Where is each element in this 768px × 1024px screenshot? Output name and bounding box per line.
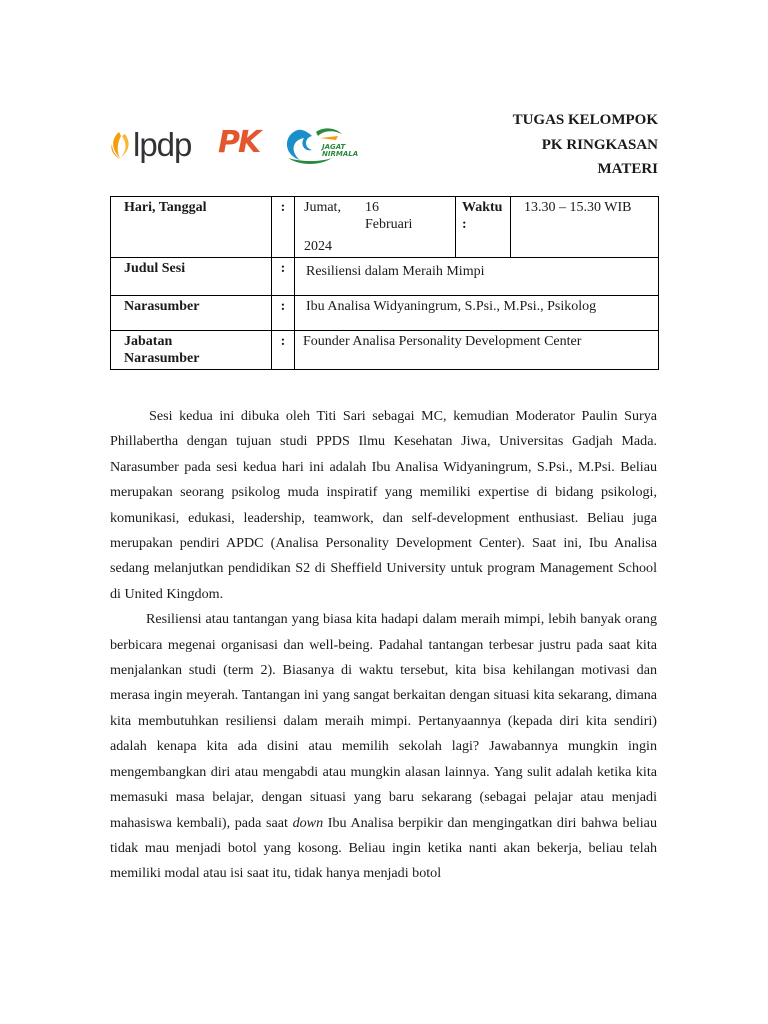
- judul-sesi-label: Judul Sesi: [111, 258, 272, 296]
- waktu-value: 13.30 – 15.30 WIB: [511, 197, 659, 258]
- body-text: [110, 404, 657, 887]
- lpdp-flame-icon: [108, 126, 134, 164]
- row-hari-tanggal: [111, 197, 659, 258]
- date-year: 2024: [304, 239, 332, 254]
- title-line-3: MATERI: [597, 161, 658, 177]
- pk-logo: [218, 124, 268, 166]
- jagat-nirmala-logo: [280, 122, 370, 170]
- jabatan-value: Founder Analisa Personality Development Center: [295, 331, 659, 370]
- colon: :: [272, 258, 295, 296]
- title-line-2: PK RINGKASAN: [541, 136, 658, 153]
- waktu-label: Waktu :: [456, 197, 511, 258]
- colon: :: [272, 296, 295, 331]
- row-narasumber: [111, 296, 659, 331]
- narasumber-label: Narasumber: [111, 296, 272, 331]
- pk-wordmark: PK: [218, 125, 260, 160]
- italic-down: down: [292, 814, 324, 831]
- paragraph-1: Sesi kedua ini dibuka oleh Titi Sari sebagai MC, kemudian Moderator Paulin Surya Phillabertha dengan tujuan studi PPDS Ilmu Kesehatan Jiwa, Universitas Gadjah Mada. Narasumber pada sesi kedua hari ini adalah Ibu Analisa Widyaningrum, S.Psi., M.Psi. Beliau merupakan seorang psikolog muda inspiratif yang memiliki expertise di bidang psikologi, komunikasi, edukasi, leadership, teamwork, dan self-development enthusiast. Beliau juga merupakan pendiri APDC (Analisa Personality Development Center). Saat ini, Ibu Analisa sedang melanjutkan pendidikan S2 di Sheffield University untuk program Management School di United Kingdom.: [110, 408, 657, 602]
- paragraph-2: Resiliensi atau tantangan yang biasa kita hadapi dalam meraih mimpi, lebih banyak orang berbicara megenai organisasi dan well-being. Padahal tantangan terbesar justru pada saat kita menjalankan studi (term 2). Biasanya di waktu tersebut, kita bisa kehilangan motivasi dan merasa ingin meyerah. Tantangan ini yang sangat berkaitan dengan situasi kita sekarang, dimana kita membutuhkan resiliensi dalam meraih mimpi. Pertanyaannya (kepada diri kita sendiri) adalah kenapa kita ada disini atau memilih sekolah lagi? Jawabannya mungkin ingin mengembangkan diri atau mengabdi atau mungkin alasan lainnya. Yang sulit adalah ketika kita memasuki masa belajar, dengan situasi yang baru sekarang (sebagai pelajar atau menjadi mahasiswa kembali), pada saat down Ibu Analisa berpikir dan mengingatkan diri bahwa beliau tidak mau menjadi botol yang kosong. Beliau ingin ketika nanti akan bekerja, beliau telah memiliki modal atau isi saat itu, tidak hanya menjadi botol: [110, 611, 657, 882]
- title-line-1: TUGAS KELOMPOK: [512, 112, 658, 128]
- judul-sesi-value: Resiliensi dalam Meraih Mimpi: [295, 258, 659, 296]
- narasumber-value: Ibu Analisa Widyaningrum, S.Psi., M.Psi., Psikolog: [295, 296, 659, 331]
- colon: :: [272, 331, 295, 370]
- jagat-nirmala-wordmark: JAGAT NIRMALA: [322, 143, 359, 158]
- row-jabatan: [111, 331, 659, 370]
- hari-tanggal-label: Hari, Tanggal: [111, 197, 272, 258]
- document-title: [513, 108, 658, 182]
- colon: :: [272, 197, 295, 258]
- session-info-table: [110, 196, 659, 370]
- lpdp-logo: [108, 126, 204, 164]
- date-day: Jumat, 16: [304, 200, 379, 215]
- jabatan-label: Jabatan Narasumber: [111, 331, 272, 370]
- row-judul-sesi: [111, 258, 659, 296]
- lpdp-wordmark: lpdp: [133, 126, 192, 163]
- date-month: Februari: [365, 217, 413, 232]
- date-cell: [295, 197, 456, 258]
